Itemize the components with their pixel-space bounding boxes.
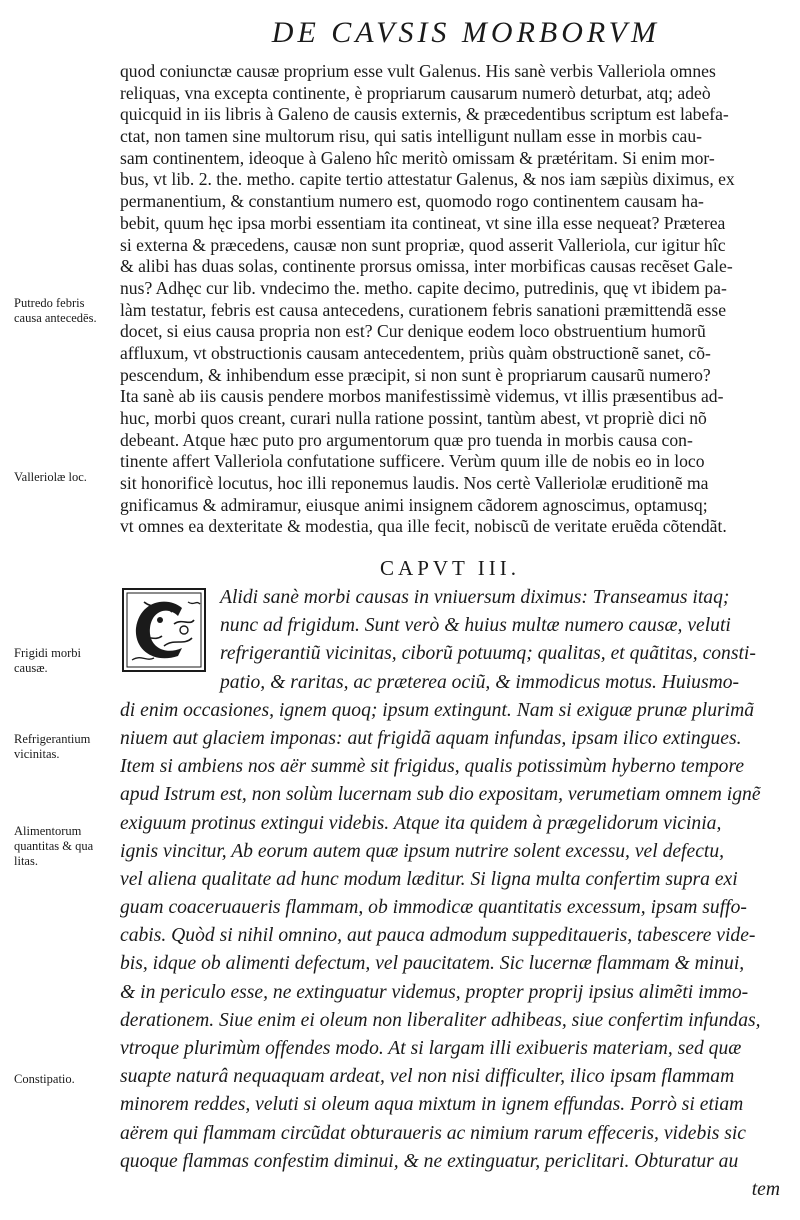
text-line: pescendum, & inhibendum esse præcipit, si non sunt è propriarum causarũ numero?: [120, 364, 711, 385]
text-line: tinente affert Valleriola confutatione sufficere. Verùm quum ille de nobis eo in loco: [120, 451, 705, 472]
text-line: reliquas, vna excepta continente, è propriarum causarum numerò deturbat, atq; adeò: [120, 82, 711, 103]
text-line: sam continentem, ideoque à Galeno hîc meritò omissam & prætéritam. Si enim mor-: [120, 147, 715, 168]
text-line: di enim occasiones, ignem quoq; ipsum extingunt. Nam si exiguæ prunæ plurimã: [120, 699, 755, 721]
chapter-heading: CAPVT III.: [380, 556, 520, 580]
text-line: Item si ambiens nos aër summè sit frigidus, qualis potissimùm hyberno tempore: [120, 756, 745, 778]
text-line: derationem. Siue enim ei oleum non liberaliter adhibeas, siue confertim infundas,: [120, 1009, 761, 1031]
text-line: affluxum, vt obstructionis causam antecedentem, priùs quàm obstructionẽ sanet, cõ-: [120, 342, 711, 363]
text-line: suapte naturâ nequaquam ardeat, vel non nisi difficulter, ilico ipsam flammam: [120, 1066, 735, 1088]
text-line: Ita sanè ab iis causis pendere morbos manifestissimè videmus, vt illis præsentibus ad-: [120, 386, 724, 407]
text-line: bus, vt lib. 2. the. metho. capite tertio attestatur Galenus, & nos iam sæpiùs diximus, ex: [120, 169, 735, 190]
text-line: refrigerantiũ vicinitas, ciborũ potuumq; qualitas, et quãtitas, consti-: [220, 643, 756, 665]
text-line: vt omnes ea dexteritate & modestia, qua ille fecit, nobiscũ de veritate eruẽda cõtendãt.: [120, 516, 727, 537]
margin-note-line: vicinitas.: [14, 747, 60, 761]
text-line: apud Istrum est, non solùm lucernam sub dio expositam, verumetiam omnem ignẽ: [120, 784, 761, 806]
text-line: vel aliena qualitate ad hunc modum læditur. Si ligna multa confertim supra exi: [120, 868, 738, 890]
text-line: quod coniunctæ causæ proprium esse vult Galenus. His sanè verbis Valleriola omnes: [120, 61, 716, 81]
text-line: niuem aut glaciem imponas: aut frigidã aquam infundas, ipsam ilico extingues.: [120, 727, 742, 749]
text-line: debeant. Atque hæc puto pro argumentorum quæ pro tuenda in morbis causa con-: [120, 429, 693, 450]
text-line: guam coaceruaueris flammam, ob immodicæ quantitatis excessum, ipsam suffo-: [120, 897, 747, 919]
margin-note-line: Frigidi morbi: [14, 646, 82, 660]
margin-note-line: causæ.: [14, 661, 48, 675]
text-line: nunc ad frigidum. Sunt verò & huius multæ numero causæ, veluti: [220, 615, 731, 637]
text-line: huc, morbi quos creant, curari nulla ratione possint, tantùm abest, vt propriè dici nõ: [120, 408, 707, 428]
text-line: Alidi sanè morbi causas in vniuersum diximus: Transeamus itaq;: [220, 587, 730, 608]
margin-note-line: causa antecedēs.: [14, 311, 97, 325]
margin-note-putredo: [14, 296, 120, 326]
text-line: bis, idque ob alimenti defectum, vel paucitatem. Sic lucernæ flammam & minui,: [120, 953, 745, 975]
text-line: bebit, quum hęc ipsa morbi essentiam ita contineat, vt sine illa esse nequeat? Præterea: [120, 212, 726, 233]
text-line: aërem qui flammam circũdat obturaueris ac nimium rarum effeceris, videbis sic: [120, 1122, 747, 1144]
text-line: gnificamus & admiramur, eiusque animi insignem cãdorem agnoscimus, optamusq;: [120, 494, 708, 515]
text-line: quicquid in iis libris à Galeno de causis externis, & præcedentibus scriptum est labefa-: [120, 104, 729, 125]
text-line: patio, & raritas, ac præterea ociũ, & immodicus motus. Huiusmo-: [220, 671, 740, 693]
text-line: cabis. Quòd si nihil omnino, aut pauca admodum suppeditaueris, tabescere vide-: [120, 925, 756, 947]
text-line: & in periculo esse, ne extinguatur videmus, propter proprij ipsius alimẽti immo-: [120, 981, 749, 1003]
margin-note-line: litas.: [14, 854, 38, 868]
margin-note-line: Putredo febris: [14, 296, 85, 310]
margin-note-frigidi: [14, 646, 120, 676]
margin-note-line: Refrigerantium: [14, 732, 91, 746]
text-line: exiguum protinus extingui videbis. Atque ita quidem à prægelidorum vicinia,: [120, 812, 722, 834]
margin-note-refrigerantium: [14, 732, 120, 762]
text-line: ctat, non tamen sine multorum risu, qui satis intelligunt nullam esse in morbis cau-: [120, 126, 702, 147]
margin-note-valleriola: [14, 470, 120, 485]
text-line: tem: [751, 1178, 780, 1200]
margin-note-line: Alimentorum: [14, 824, 82, 838]
text-line: si externa & præcedens, causæ non sunt propriæ, quod asserit Valleriola, cur igitur hîc: [120, 234, 726, 255]
text-line: ignis vincitur, Ab eorum autem quæ ipsum nutrire solent excessu, vel defectu,: [120, 840, 725, 862]
margin-note-constipatio: [14, 1072, 120, 1087]
text-line: quoque flammas confestim diminui, & ne extinguatur, periclitari. Obturatur au: [120, 1150, 739, 1172]
margin-note-line: Valleriolæ loc.: [14, 470, 87, 484]
text-line: sit honorificè locutus, hoc illi reponemus laudis. Nos certè Valleriolæ eruditionẽ ma: [120, 473, 709, 494]
margin-note-line: quantitas & qua: [14, 839, 94, 853]
margin-note-alimentorum: [14, 824, 120, 869]
text-line: vtroque plurimùm offendes modo. At si largam illi exibueris materiam, sed quæ: [120, 1038, 742, 1059]
text-line: minorem reddes, veluti si oleum aqua mixtum in ignem effundas. Porrò si etiam: [120, 1094, 744, 1116]
text-line: & alibi has duas solas, continente prorsus omissa, inter morbificas causas recẽset Gale-: [120, 256, 733, 277]
text-line: nus? Adhęc cur lib. vndecimo the. metho. capite decimo, putredinis, quę vt ibidem pa-: [120, 277, 727, 298]
text-line: permanentium, & constantium numero est, quomodo rogo continentem causam ha-: [120, 191, 704, 212]
text-line: docet, si eius causa propria non est? Cur denique eodem loco obstruentium humorũ: [120, 321, 706, 342]
text-line: làm testatur, febris est causa antecedens, curationem febris sanationi præmittendã esse: [120, 299, 727, 320]
running-head: DE CAVSIS MORBORVM: [271, 16, 660, 49]
chapter-text: [120, 584, 780, 1204]
body-text: [120, 61, 780, 538]
margin-note-line: Constipatio.: [14, 1072, 75, 1086]
